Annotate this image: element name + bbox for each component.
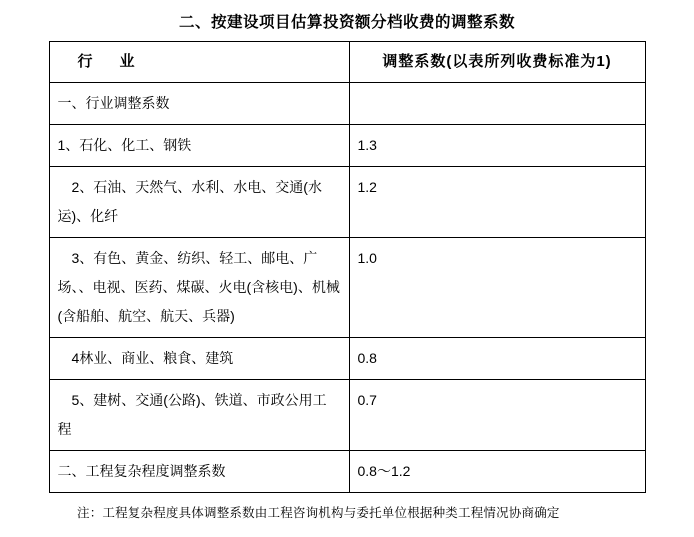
cell-coefficient: 0.8～1.2 [349,451,645,493]
column-header-coefficient: 调整系数(以表所列收费标准为1) [349,42,645,83]
cell-coefficient: 1.3 [349,125,645,167]
page-title: 二、按建设项目估算投资额分档收费的调整系数 [178,14,515,31]
table-row [49,451,645,493]
cell-industry [49,238,349,338]
cell-coefficient: 1.0 [349,238,645,338]
table-header-row [49,42,645,83]
column-header-industry: 行 业 [49,42,349,83]
cell-industry: 一、行业调整系数 [49,83,349,125]
cell-industry-text: 3、有色、黄金、纺织、轻工、邮电、广场、、电视、医药、煤碳、火电(含核电)、机械(含船舶、航空、航天、兵器) [57,250,340,324]
fee-adjustment-table [49,41,646,493]
table-row [49,380,645,451]
table-row [49,125,645,167]
cell-coefficient: 0.7 [349,380,645,451]
table-note: 注：工程复杂程度具体调整系数由工程咨询机构与委托单位根据种类工程情况协商确定 [77,506,560,520]
cell-industry: 二、工程复杂程度调整系数 [49,451,349,493]
table-row [49,238,645,338]
cell-industry [49,167,349,238]
table-row [49,167,645,238]
cell-industry-text: 5、建树、交通(公路)、铁道、市政公用工程 [57,392,327,437]
cell-coefficient: 0.8 [349,338,645,380]
cell-industry-text: 2、石油、天然气、水利、水电、交通(水运)、化纤 [57,179,322,224]
cell-coefficient: 1.2 [349,167,645,238]
cell-industry [49,380,349,451]
table-row [49,83,645,125]
cell-industry-text: 4林业、商业、粮食、建筑 [71,350,234,366]
cell-coefficient [349,83,645,125]
cell-industry: 1、石化、化工、钢铁 [49,125,349,167]
table-row [49,338,645,380]
cell-industry [49,338,349,380]
